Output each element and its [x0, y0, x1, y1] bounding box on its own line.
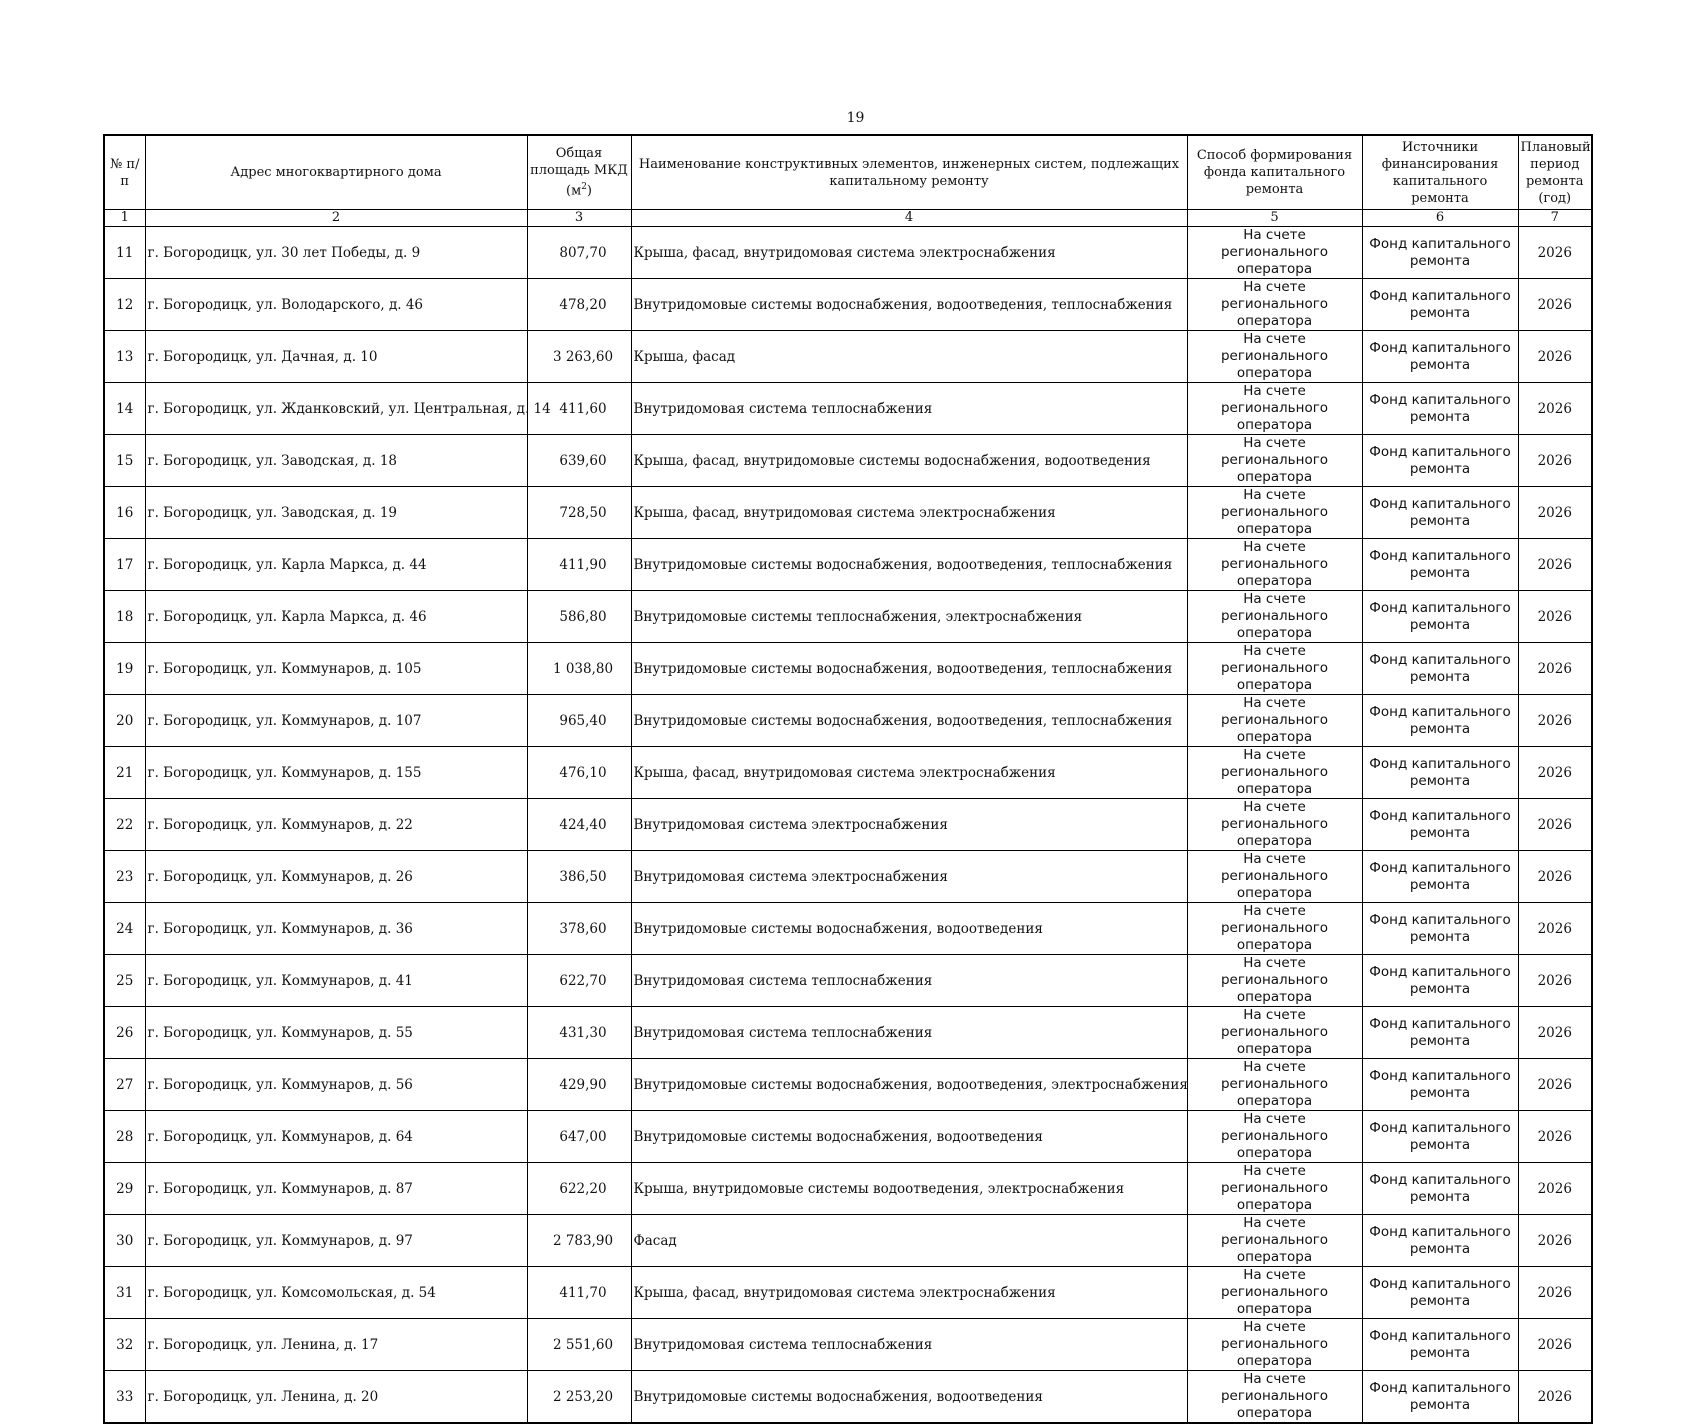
row-fund-method: На счете регионального оператора	[1187, 695, 1362, 747]
row-fund-method: На счете регионального оператора	[1187, 799, 1362, 851]
table-row	[104, 383, 1592, 435]
row-area: 2 783,90	[527, 1215, 631, 1267]
row-year: 2026	[1518, 695, 1592, 747]
row-works: Внутридомовые системы водоснабжения, водоотведения, теплоснабжения	[631, 279, 1187, 331]
row-number: 11	[104, 227, 145, 279]
row-number: 17	[104, 539, 145, 591]
row-works: Крыша, внутридомовые системы водоотведения, электроснабжения	[631, 1163, 1187, 1215]
row-address: г. Богородицк, ул. Коммунаров, д. 26	[145, 851, 527, 903]
row-number: 14	[104, 383, 145, 435]
row-fund-method: На счете регионального оператора	[1187, 903, 1362, 955]
row-area: 622,70	[527, 955, 631, 1007]
row-fund-method: На счете регионального оператора	[1187, 1111, 1362, 1163]
row-fund-method: На счете регионального оператора	[1187, 1371, 1362, 1424]
row-address: г. Богородицк, ул. Коммунаров, д. 97	[145, 1215, 527, 1267]
row-year: 2026	[1518, 1111, 1592, 1163]
row-number: 26	[104, 1007, 145, 1059]
row-area: 424,40	[527, 799, 631, 851]
column-number: 3	[527, 210, 631, 227]
header-row	[104, 135, 1592, 210]
table-row	[104, 435, 1592, 487]
row-fund-method: На счете регионального оператора	[1187, 539, 1362, 591]
row-year: 2026	[1518, 539, 1592, 591]
row-funding-source: Фонд капитального ремонта	[1362, 279, 1518, 331]
row-works: Внутридомовые системы водоснабжения, водоотведения, теплоснабжения	[631, 695, 1187, 747]
row-area: 411,60	[527, 383, 631, 435]
row-works: Внутридомовая система теплоснабжения	[631, 955, 1187, 1007]
page-number: 19	[846, 110, 865, 126]
row-address: г. Богородицк, ул. Заводская, д. 18	[145, 435, 527, 487]
row-funding-source: Фонд капитального ремонта	[1362, 1059, 1518, 1111]
row-number: 32	[104, 1319, 145, 1371]
header-address: Адрес многоквартирного дома	[145, 135, 527, 210]
row-year: 2026	[1518, 903, 1592, 955]
row-area: 807,70	[527, 227, 631, 279]
row-area: 429,90	[527, 1059, 631, 1111]
row-works: Внутридомовая система теплоснабжения	[631, 383, 1187, 435]
table-row	[104, 539, 1592, 591]
row-works: Внутридомовые системы водоснабжения, водоотведения, электроснабжения	[631, 1059, 1187, 1111]
header-area	[527, 135, 631, 210]
row-funding-source: Фонд капитального ремонта	[1362, 331, 1518, 383]
column-number: 2	[145, 210, 527, 227]
row-area: 2 253,20	[527, 1371, 631, 1424]
row-works: Внутридомовые системы водоснабжения, водоотведения, теплоснабжения	[631, 539, 1187, 591]
row-area: 2 551,60	[527, 1319, 631, 1371]
table-row	[104, 1059, 1592, 1111]
row-fund-method: На счете регионального оператора	[1187, 1215, 1362, 1267]
row-works: Крыша, фасад, внутридомовая система электроснабжения	[631, 227, 1187, 279]
row-year: 2026	[1518, 955, 1592, 1007]
column-number: 6	[1362, 210, 1518, 227]
row-year: 2026	[1518, 435, 1592, 487]
row-year: 2026	[1518, 383, 1592, 435]
row-address: г. Богородицк, ул. Коммунаров, д. 55	[145, 1007, 527, 1059]
row-address: г. Богородицк, ул. Коммунаров, д. 155	[145, 747, 527, 799]
row-funding-source: Фонд капитального ремонта	[1362, 747, 1518, 799]
table-row	[104, 955, 1592, 1007]
row-area: 639,60	[527, 435, 631, 487]
row-address: г. Богородицк, ул. Заводская, д. 19	[145, 487, 527, 539]
row-fund-method: На счете регионального оператора	[1187, 1007, 1362, 1059]
row-funding-source: Фонд капитального ремонта	[1362, 851, 1518, 903]
row-funding-source: Фонд капитального ремонта	[1362, 695, 1518, 747]
row-address: г. Богородицк, ул. Карла Маркса, д. 44	[145, 539, 527, 591]
row-number: 28	[104, 1111, 145, 1163]
row-area: 386,50	[527, 851, 631, 903]
row-area: 3 263,60	[527, 331, 631, 383]
header-works: Наименование конструктивных элементов, инженерных систем, подлежащих капитальному ремонту	[631, 135, 1187, 210]
row-area: 647,00	[527, 1111, 631, 1163]
row-fund-method: На счете регионального оператора	[1187, 955, 1362, 1007]
table-row	[104, 851, 1592, 903]
row-works: Крыша, фасад, внутридомовые системы водоснабжения, водоотведения	[631, 435, 1187, 487]
table-row	[104, 799, 1592, 851]
row-funding-source: Фонд капитального ремонта	[1362, 643, 1518, 695]
table-row	[104, 487, 1592, 539]
row-area: 622,20	[527, 1163, 631, 1215]
row-funding-source: Фонд капитального ремонта	[1362, 955, 1518, 1007]
row-works: Внутридомовые системы водоснабжения, водоотведения	[631, 1371, 1187, 1424]
row-funding-source: Фонд капитального ремонта	[1362, 383, 1518, 435]
row-address: г. Богородицк, ул. Коммунаров, д. 64	[145, 1111, 527, 1163]
header-source: Источники финансирования капитального ремонта	[1362, 135, 1518, 210]
row-year: 2026	[1518, 851, 1592, 903]
row-works: Внутридомовая система теплоснабжения	[631, 1007, 1187, 1059]
row-area: 478,20	[527, 279, 631, 331]
table-row	[104, 1267, 1592, 1319]
row-works: Фасад	[631, 1215, 1187, 1267]
row-address: г. Богородицк, ул. Карла Маркса, д. 46	[145, 591, 527, 643]
row-number: 23	[104, 851, 145, 903]
row-works: Крыша, фасад, внутридомовая система электроснабжения	[631, 747, 1187, 799]
header-fund: Способ формирования фонда капитального ремонта	[1187, 135, 1362, 210]
row-funding-source: Фонд капитального ремонта	[1362, 1007, 1518, 1059]
row-year: 2026	[1518, 331, 1592, 383]
row-fund-method: На счете регионального оператора	[1187, 643, 1362, 695]
row-address: г. Богородицк, ул. Коммунаров, д. 22	[145, 799, 527, 851]
table-row	[104, 1371, 1592, 1424]
row-address: г. Богородицк, ул. Дачная, д. 10	[145, 331, 527, 383]
row-year: 2026	[1518, 1371, 1592, 1424]
row-fund-method: На счете регионального оператора	[1187, 1163, 1362, 1215]
table-row	[104, 1215, 1592, 1267]
row-works: Внутридомовая система электроснабжения	[631, 799, 1187, 851]
row-address: г. Богородицк, ул. Ленина, д. 17	[145, 1319, 527, 1371]
row-number: 31	[104, 1267, 145, 1319]
column-number: 1	[104, 210, 145, 227]
column-number: 4	[631, 210, 1187, 227]
row-year: 2026	[1518, 643, 1592, 695]
row-number: 29	[104, 1163, 145, 1215]
table-row	[104, 1111, 1592, 1163]
row-number: 27	[104, 1059, 145, 1111]
row-number: 18	[104, 591, 145, 643]
row-address: г. Богородицк, ул. Коммунаров, д. 105	[145, 643, 527, 695]
row-works: Внутридомовые системы водоснабжения, водоотведения, теплоснабжения	[631, 643, 1187, 695]
row-funding-source: Фонд капитального ремонта	[1362, 1111, 1518, 1163]
row-address: г. Богородицк, ул. Коммунаров, д. 36	[145, 903, 527, 955]
row-funding-source: Фонд капитального ремонта	[1362, 903, 1518, 955]
header-area-sup: 2	[581, 182, 587, 193]
row-works: Внутридомовые системы теплоснабжения, электроснабжения	[631, 591, 1187, 643]
repair-plan-table	[103, 134, 1593, 1424]
row-area: 411,70	[527, 1267, 631, 1319]
header-area-text: Общая площадь МКД (м	[530, 146, 628, 199]
row-area: 476,10	[527, 747, 631, 799]
row-number: 24	[104, 903, 145, 955]
row-works: Внутридомовые системы водоснабжения, водоотведения	[631, 1111, 1187, 1163]
table-row	[104, 279, 1592, 331]
row-funding-source: Фонд капитального ремонта	[1362, 1163, 1518, 1215]
row-address: г. Богородицк, ул. Коммунаров, д. 87	[145, 1163, 527, 1215]
row-funding-source: Фонд капитального ремонта	[1362, 487, 1518, 539]
row-address: г. Богородицк, ул. Коммунаров, д. 41	[145, 955, 527, 1007]
row-year: 2026	[1518, 1059, 1592, 1111]
row-address: г. Богородицк, ул. Жданковский, ул. Центральная, д. 14	[145, 383, 527, 435]
table-row	[104, 331, 1592, 383]
row-fund-method: На счете регионального оператора	[1187, 1267, 1362, 1319]
row-area: 378,60	[527, 903, 631, 955]
row-funding-source: Фонд капитального ремонта	[1362, 1319, 1518, 1371]
row-funding-source: Фонд капитального ремонта	[1362, 1267, 1518, 1319]
row-funding-source: Фонд капитального ремонта	[1362, 799, 1518, 851]
table-row	[104, 1319, 1592, 1371]
row-number: 25	[104, 955, 145, 1007]
row-works: Крыша, фасад	[631, 331, 1187, 383]
column-number: 7	[1518, 210, 1592, 227]
row-number: 33	[104, 1371, 145, 1424]
row-funding-source: Фонд капитального ремонта	[1362, 435, 1518, 487]
row-works: Крыша, фасад, внутридомовая система электроснабжения	[631, 1267, 1187, 1319]
row-number: 20	[104, 695, 145, 747]
row-funding-source: Фонд капитального ремонта	[1362, 227, 1518, 279]
row-year: 2026	[1518, 1215, 1592, 1267]
row-year: 2026	[1518, 279, 1592, 331]
row-year: 2026	[1518, 747, 1592, 799]
row-number: 12	[104, 279, 145, 331]
row-year: 2026	[1518, 1007, 1592, 1059]
row-year: 2026	[1518, 1267, 1592, 1319]
row-works: Внутридомовые системы водоснабжения, водоотведения	[631, 903, 1187, 955]
row-fund-method: На счете регионального оператора	[1187, 591, 1362, 643]
row-year: 2026	[1518, 1319, 1592, 1371]
row-fund-method: На счете регионального оператора	[1187, 487, 1362, 539]
row-fund-method: На счете регионального оператора	[1187, 851, 1362, 903]
row-address: г. Богородицк, ул. Ленина, д. 20	[145, 1371, 527, 1424]
row-number: 19	[104, 643, 145, 695]
table-row	[104, 747, 1592, 799]
row-funding-source: Фонд капитального ремонта	[1362, 591, 1518, 643]
row-number: 15	[104, 435, 145, 487]
row-address: г. Богородицк, ул. 30 лет Победы, д. 9	[145, 227, 527, 279]
row-fund-method: На счете регионального оператора	[1187, 1319, 1362, 1371]
row-fund-method: На счете регионального оператора	[1187, 227, 1362, 279]
row-area: 728,50	[527, 487, 631, 539]
row-works: Внутридомовая система электроснабжения	[631, 851, 1187, 903]
row-year: 2026	[1518, 1163, 1592, 1215]
table-row	[104, 643, 1592, 695]
row-area: 431,30	[527, 1007, 631, 1059]
row-funding-source: Фонд капитального ремонта	[1362, 539, 1518, 591]
row-year: 2026	[1518, 591, 1592, 643]
row-number: 22	[104, 799, 145, 851]
row-fund-method: На счете регионального оператора	[1187, 1059, 1362, 1111]
row-area: 965,40	[527, 695, 631, 747]
row-works: Крыша, фасад, внутридомовая система электроснабжения	[631, 487, 1187, 539]
row-number: 16	[104, 487, 145, 539]
row-works: Внутридомовая система теплоснабжения	[631, 1319, 1187, 1371]
row-number: 30	[104, 1215, 145, 1267]
row-funding-source: Фонд капитального ремонта	[1362, 1215, 1518, 1267]
row-number: 21	[104, 747, 145, 799]
row-area: 411,90	[527, 539, 631, 591]
table-row	[104, 1163, 1592, 1215]
row-number: 13	[104, 331, 145, 383]
table-row	[104, 695, 1592, 747]
column-number-row	[104, 210, 1592, 227]
header-area-close: )	[586, 183, 592, 199]
row-address: г. Богородицк, ул. Володарского, д. 46	[145, 279, 527, 331]
row-address: г. Богородицк, ул. Коммунаров, д. 107	[145, 695, 527, 747]
column-number: 5	[1187, 210, 1362, 227]
row-funding-source: Фонд капитального ремонта	[1362, 1371, 1518, 1424]
row-fund-method: На счете регионального оператора	[1187, 279, 1362, 331]
row-fund-method: На счете регионального оператора	[1187, 747, 1362, 799]
row-year: 2026	[1518, 799, 1592, 851]
table-row	[104, 227, 1592, 279]
row-area: 1 038,80	[527, 643, 631, 695]
row-fund-method: На счете регионального оператора	[1187, 383, 1362, 435]
row-year: 2026	[1518, 487, 1592, 539]
table-row	[104, 591, 1592, 643]
row-address: г. Богородицк, ул. Комсомольская, д. 54	[145, 1267, 527, 1319]
row-area: 586,80	[527, 591, 631, 643]
row-year: 2026	[1518, 227, 1592, 279]
row-fund-method: На счете регионального оператора	[1187, 331, 1362, 383]
table-row	[104, 903, 1592, 955]
row-address: г. Богородицк, ул. Коммунаров, д. 56	[145, 1059, 527, 1111]
row-fund-method: На счете регионального оператора	[1187, 435, 1362, 487]
header-period: Плановый период ремонта (год)	[1518, 135, 1592, 210]
header-num: № п/п	[104, 135, 145, 210]
table-row	[104, 1007, 1592, 1059]
